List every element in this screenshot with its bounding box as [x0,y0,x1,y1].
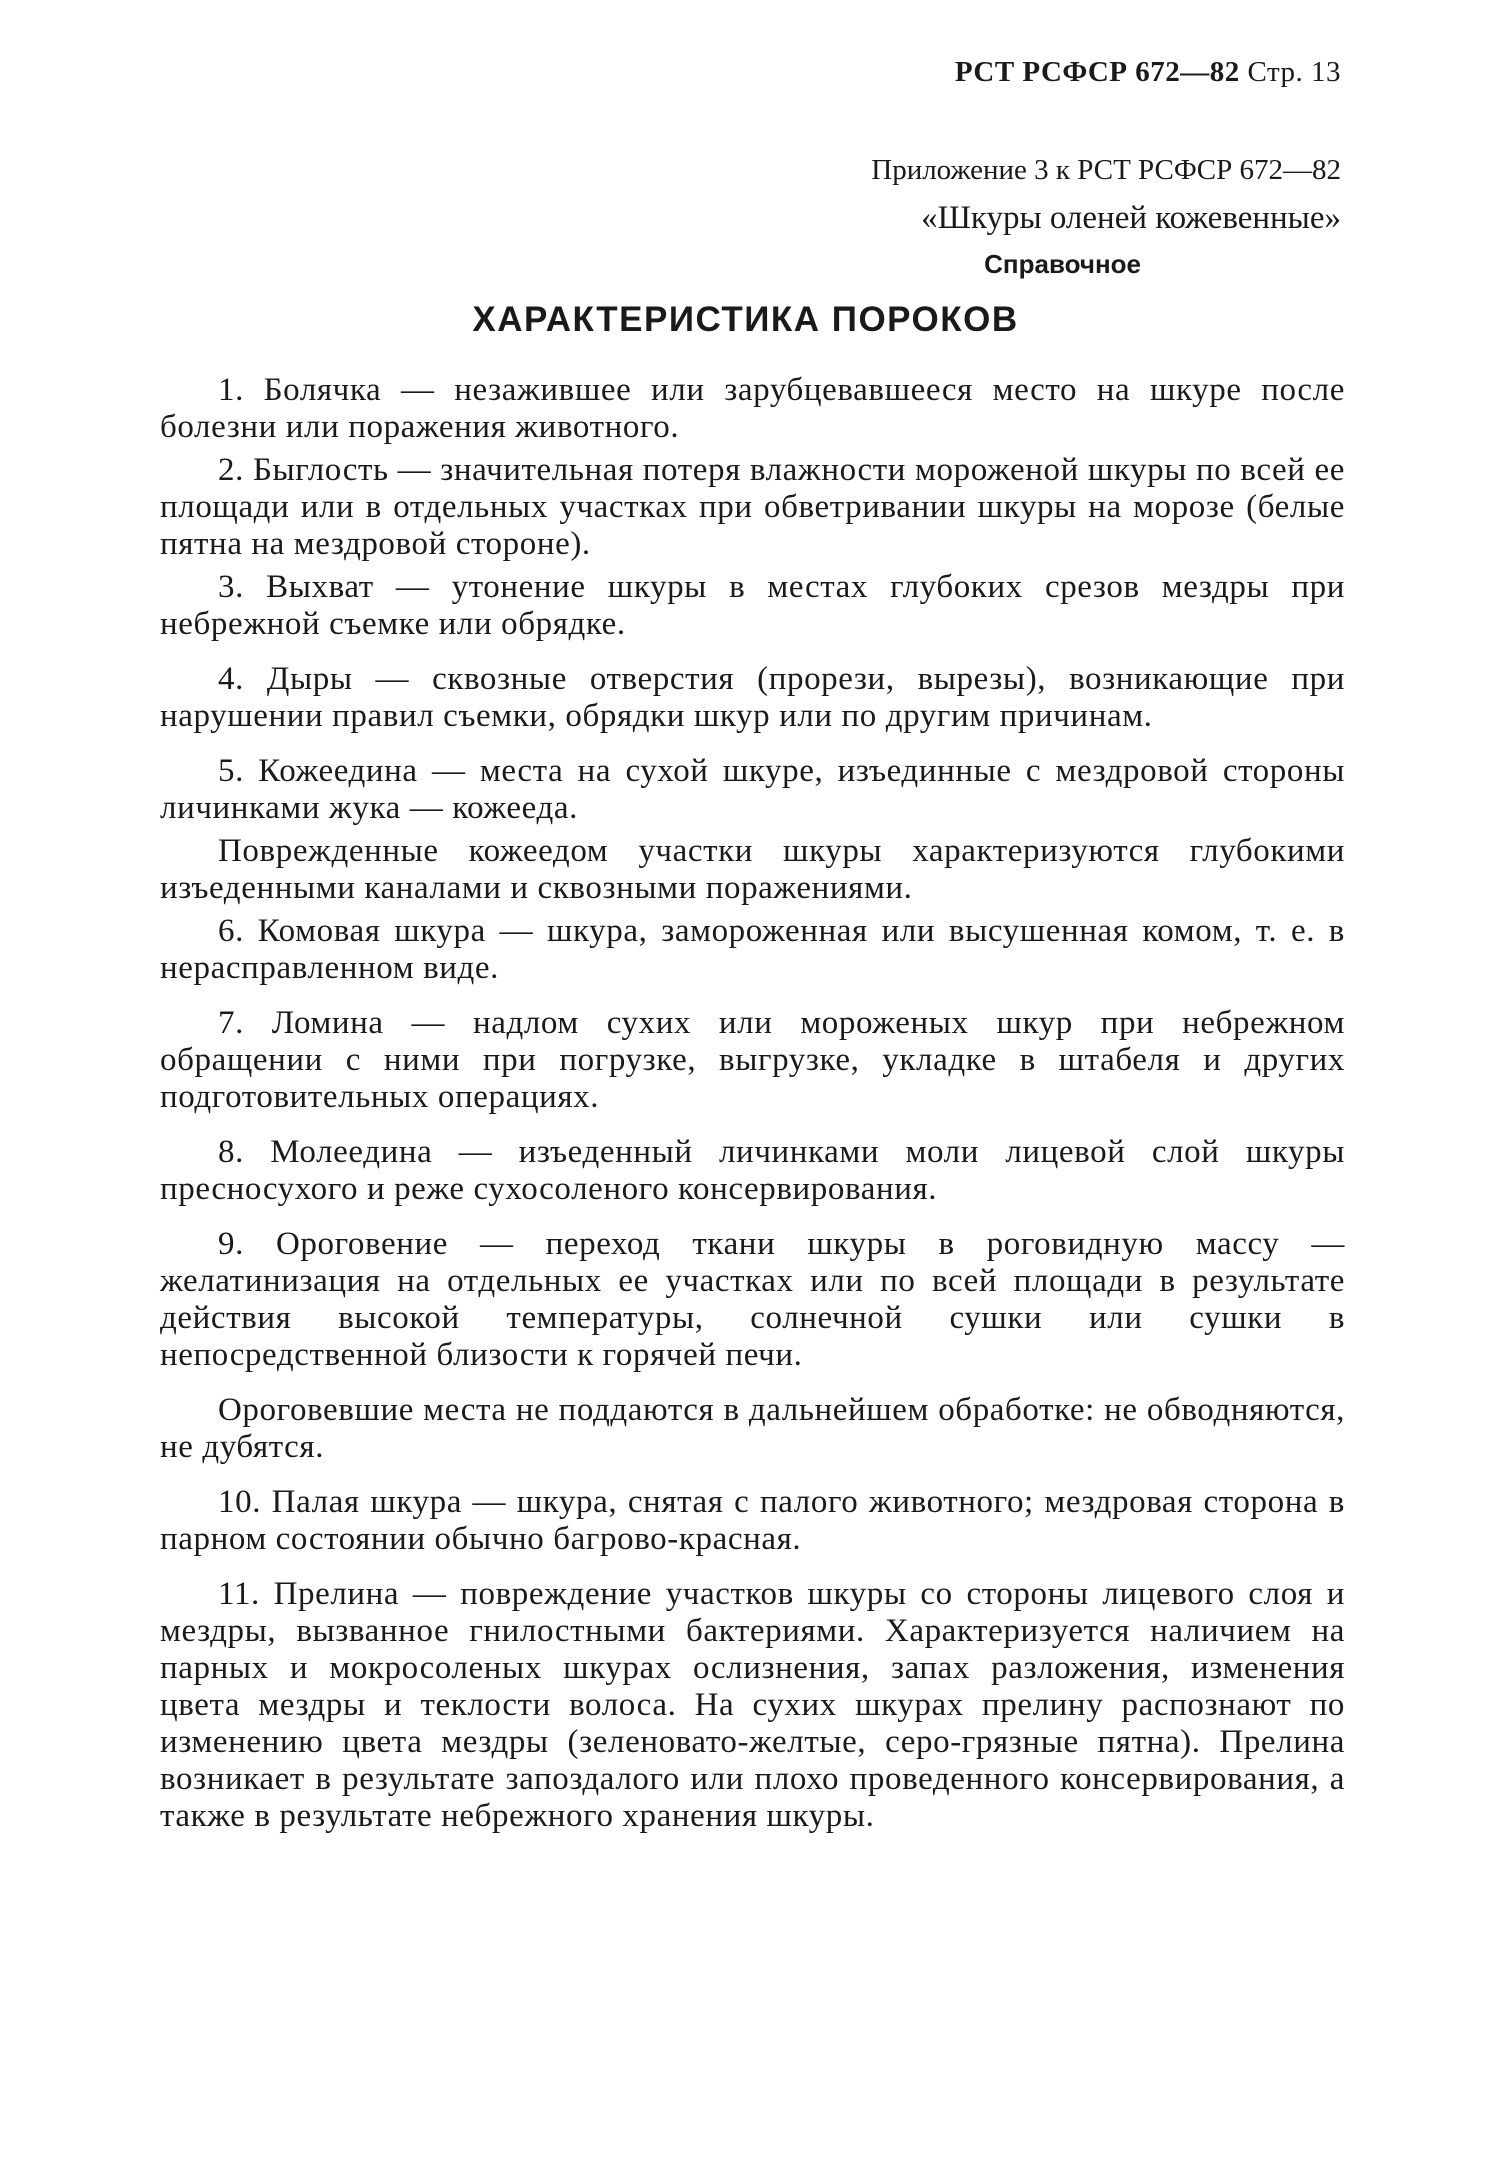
paragraph: 7. Ломина — надлом сухих или мороженых шкур при небрежном обращении с ними при погрузке, выгрузке, укладке в штабеля и других подготовительных операциях. [160,1005,1345,1115]
defects-list [160,372,1345,1841]
appendix-status: Справочное [984,249,1141,279]
paragraph: Поврежденные кожеедом участки шкуры характеризуются глубокими изъеденными каналами и сквозными поражениями. [160,833,1345,906]
page-title: ХАРАКТЕРИСТИКА ПОРОКОВ [472,300,1019,339]
paragraph: 9. Ороговение — переход ткани шкуры в роговидную массу — желатинизация на отдельных ее участках или по всей площади в результате действия высокой температуры, солнечной сушки или сушки в непосредственной близости к горячей печи. [160,1226,1345,1373]
paragraph: Ороговевшие места не поддаются в дальнейшем обработке: не обводняются, не дубятся. [160,1392,1345,1465]
appendix-reference: Приложение 3 к РСТ РСФСР 672—82 [871,154,1341,186]
page-number: Стр. 13 [1247,56,1341,88]
appendix-block [641,148,1341,284]
paragraph: 10. Палая шкура — шкура, снятая с палого животного; мездровая сторона в парном состоянии обычно багрово-красная. [160,1484,1345,1557]
paragraph: 8. Молеедина — изъеденный личинками моли лицевой слой шкуры пресносухого и реже сухосоленого консервирования. [160,1134,1345,1207]
paragraph: 5. Кожеедина — места на сухой шкуре, изъединные с мездровой стороны личинками жука — кожееда. [160,753,1345,826]
standard-code: РСТ РСФСР 672—82 [954,56,1240,88]
paragraph: 11. Прелина — повреждение участков шкуры со стороны лицевого слоя и мездры, вызванное гнилостными бактериями. Характеризуется наличием на парных и мокросоленых шкурах ослизнения, запах разложения, изменения цвета мездры и теклости волоса. На сухих шкурах прелину распознают по изменению цвета мездры (зеленовато-желтые, серо-грязные пятна). Прелина возникает в результате запоздалого или плохо проведенного консервирования, а также в результате небрежного хранения шкуры. [160,1576,1345,1834]
paragraph: 4. Дыры — сквозные отверстия (прорези, вырезы), возникающие при нарушении правил съемки, обрядки шкур или по другим причинам. [160,661,1345,734]
paragraph: 6. Комовая шкура — шкура, замороженная или высушенная комом, т. е. в нерасправленном виде. [160,913,1345,986]
paragraph: 3. Выхват — утонение шкуры в местах глубоких срезов мездры при небрежной съемке или обрядке. [160,569,1345,642]
appendix-standard-title: «Шкуры оленей кожевенные» [921,200,1341,236]
running-header [955,56,1341,89]
paragraph: 1. Болячка — незажившее или зарубцевавшееся место на шкуре после болезни или поражения животного. [160,372,1345,445]
paragraph: 2. Быглость — значительная потеря влажности мороженой шкуры по всей ее площади или в отдельных участках при обветривании шкуры на морозе (белые пятна на мездровой стороне). [160,452,1345,562]
